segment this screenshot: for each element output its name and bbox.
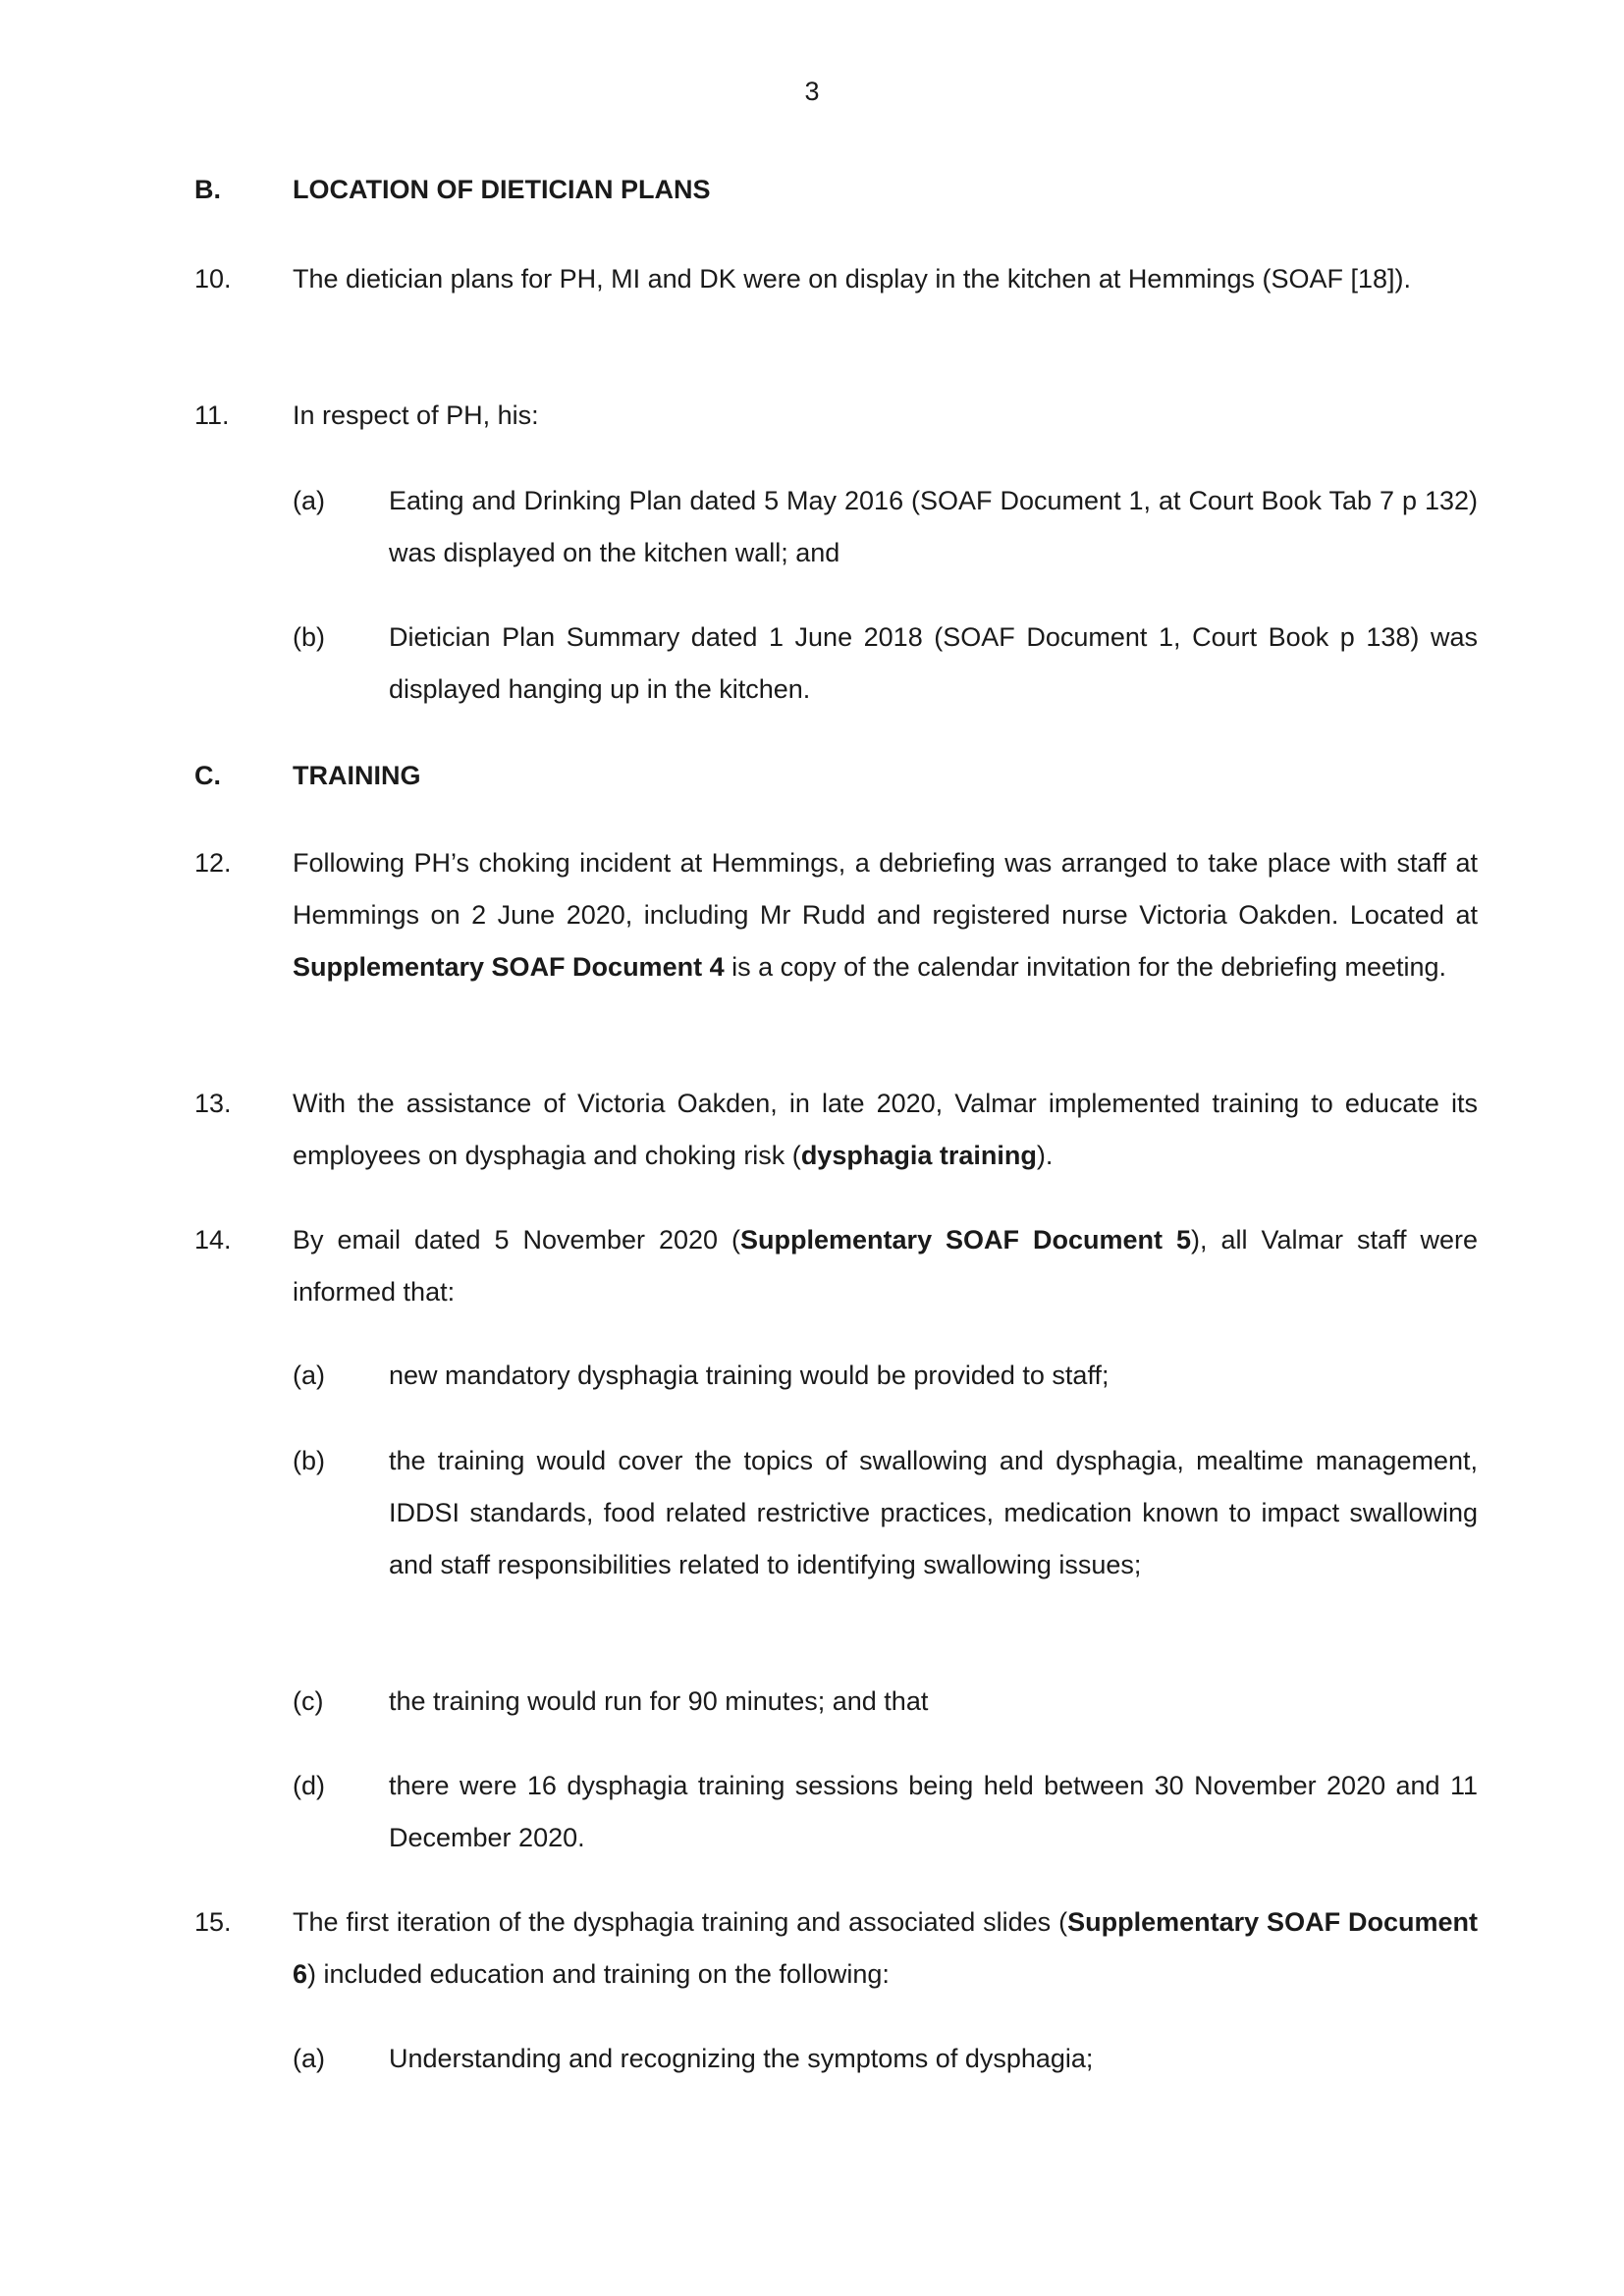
paragraph-number: 13.	[194, 1089, 232, 1118]
paragraph-text: In respect of PH, his:	[293, 400, 539, 430]
document-reference: Supplementary SOAF Document 6	[293, 1907, 1478, 1989]
subparagraph-14d	[293, 1760, 1478, 1864]
paragraph-14	[194, 1214, 1478, 1318]
subparagraph-text: Eating and Drinking Plan dated 5 May 2016 (SOAF Document 1, at Court Book Tab 7 p 132) was displayed on the kitchen wall; and	[389, 486, 1478, 567]
subparagraph-number: (d)	[293, 1771, 325, 1800]
subparagraph-14a	[293, 1350, 1478, 1402]
paragraph-12	[194, 837, 1478, 993]
subparagraph-11a	[293, 475, 1478, 579]
subparagraph-text: Understanding and recognizing the symptoms of dysphagia;	[389, 2044, 1094, 2073]
section-title: LOCATION OF DIETICIAN PLANS	[293, 175, 711, 204]
paragraph-number: 15.	[194, 1907, 232, 1937]
paragraph-number: 10.	[194, 264, 232, 294]
document-reference: Supplementary SOAF Document 4	[293, 952, 725, 982]
subparagraph-number: (b)	[293, 622, 325, 652]
subparagraph-11b	[293, 612, 1478, 716]
subparagraph-text: the training would run for 90 minutes; and that	[389, 1686, 929, 1716]
subparagraph-text: Dietician Plan Summary dated 1 June 2018 (SOAF Document 1, Court Book p 138) was displayed hanging up in the kitchen.	[389, 622, 1478, 704]
paragraph-15	[194, 1896, 1478, 2001]
paragraph-10	[194, 253, 1478, 305]
page-number: 3	[804, 77, 820, 106]
subparagraph-15a	[293, 2033, 1478, 2085]
subparagraph-number: (a)	[293, 1361, 325, 1390]
paragraph-11	[194, 390, 1478, 442]
subparagraph-text: new mandatory dysphagia training would be provided to staff;	[389, 1361, 1110, 1390]
subparagraph-number: (a)	[293, 486, 325, 515]
paragraph-text: The first iteration of the dysphagia training and associated slides (Supplementary SOAF Document 6) included education and training on the following:	[293, 1907, 1478, 1989]
section-letter: B.	[194, 175, 221, 204]
section-title: TRAINING	[293, 761, 421, 790]
paragraph-number: 11.	[194, 400, 230, 430]
subparagraph-text: there were 16 dysphagia training sessions being held between 30 November 2020 and 11 December 2020.	[389, 1771, 1478, 1852]
paragraph-number: 12.	[194, 848, 232, 878]
paragraph-text: The dietician plans for PH, MI and DK were on display in the kitchen at Hemmings (SOAF [18]).	[293, 264, 1411, 294]
subparagraph-number: (b)	[293, 1446, 325, 1475]
subparagraph-number: (c)	[293, 1686, 324, 1716]
paragraph-text: By email dated 5 November 2020 (Supplementary SOAF Document 5), all Valmar staff were informed that:	[293, 1225, 1478, 1307]
document-reference: Supplementary SOAF Document 5	[740, 1225, 1192, 1255]
section-heading-b	[194, 175, 711, 205]
subparagraph-14c	[293, 1676, 1478, 1728]
section-letter: C.	[194, 761, 221, 790]
paragraph-text: Following PH’s choking incident at Hemmings, a debriefing was arranged to take place with staff at Hemmings on 2 June 2020, including Mr Rudd and registered nurse Victoria Oakden. Located at Supplementary SOAF Document 4 is a copy of the calendar invitation for the debriefing meeting.	[293, 848, 1478, 982]
paragraph-13	[194, 1078, 1478, 1182]
paragraph-text: With the assistance of Victoria Oakden, in late 2020, Valmar implemented training to educate its employees on dysphagia and choking risk (dysphagia training).	[293, 1089, 1478, 1170]
subparagraph-14b	[293, 1435, 1478, 1591]
defined-term: dysphagia training	[800, 1141, 1037, 1170]
subparagraph-number: (a)	[293, 2044, 325, 2073]
subparagraph-text: the training would cover the topics of swallowing and dysphagia, mealtime management, IDDSI standards, food related restrictive practices, medication known to impact swallowing and staff responsibilities related to identifying swallowing issues;	[389, 1446, 1478, 1579]
paragraph-number: 14.	[194, 1225, 232, 1255]
section-heading-c	[194, 761, 421, 791]
